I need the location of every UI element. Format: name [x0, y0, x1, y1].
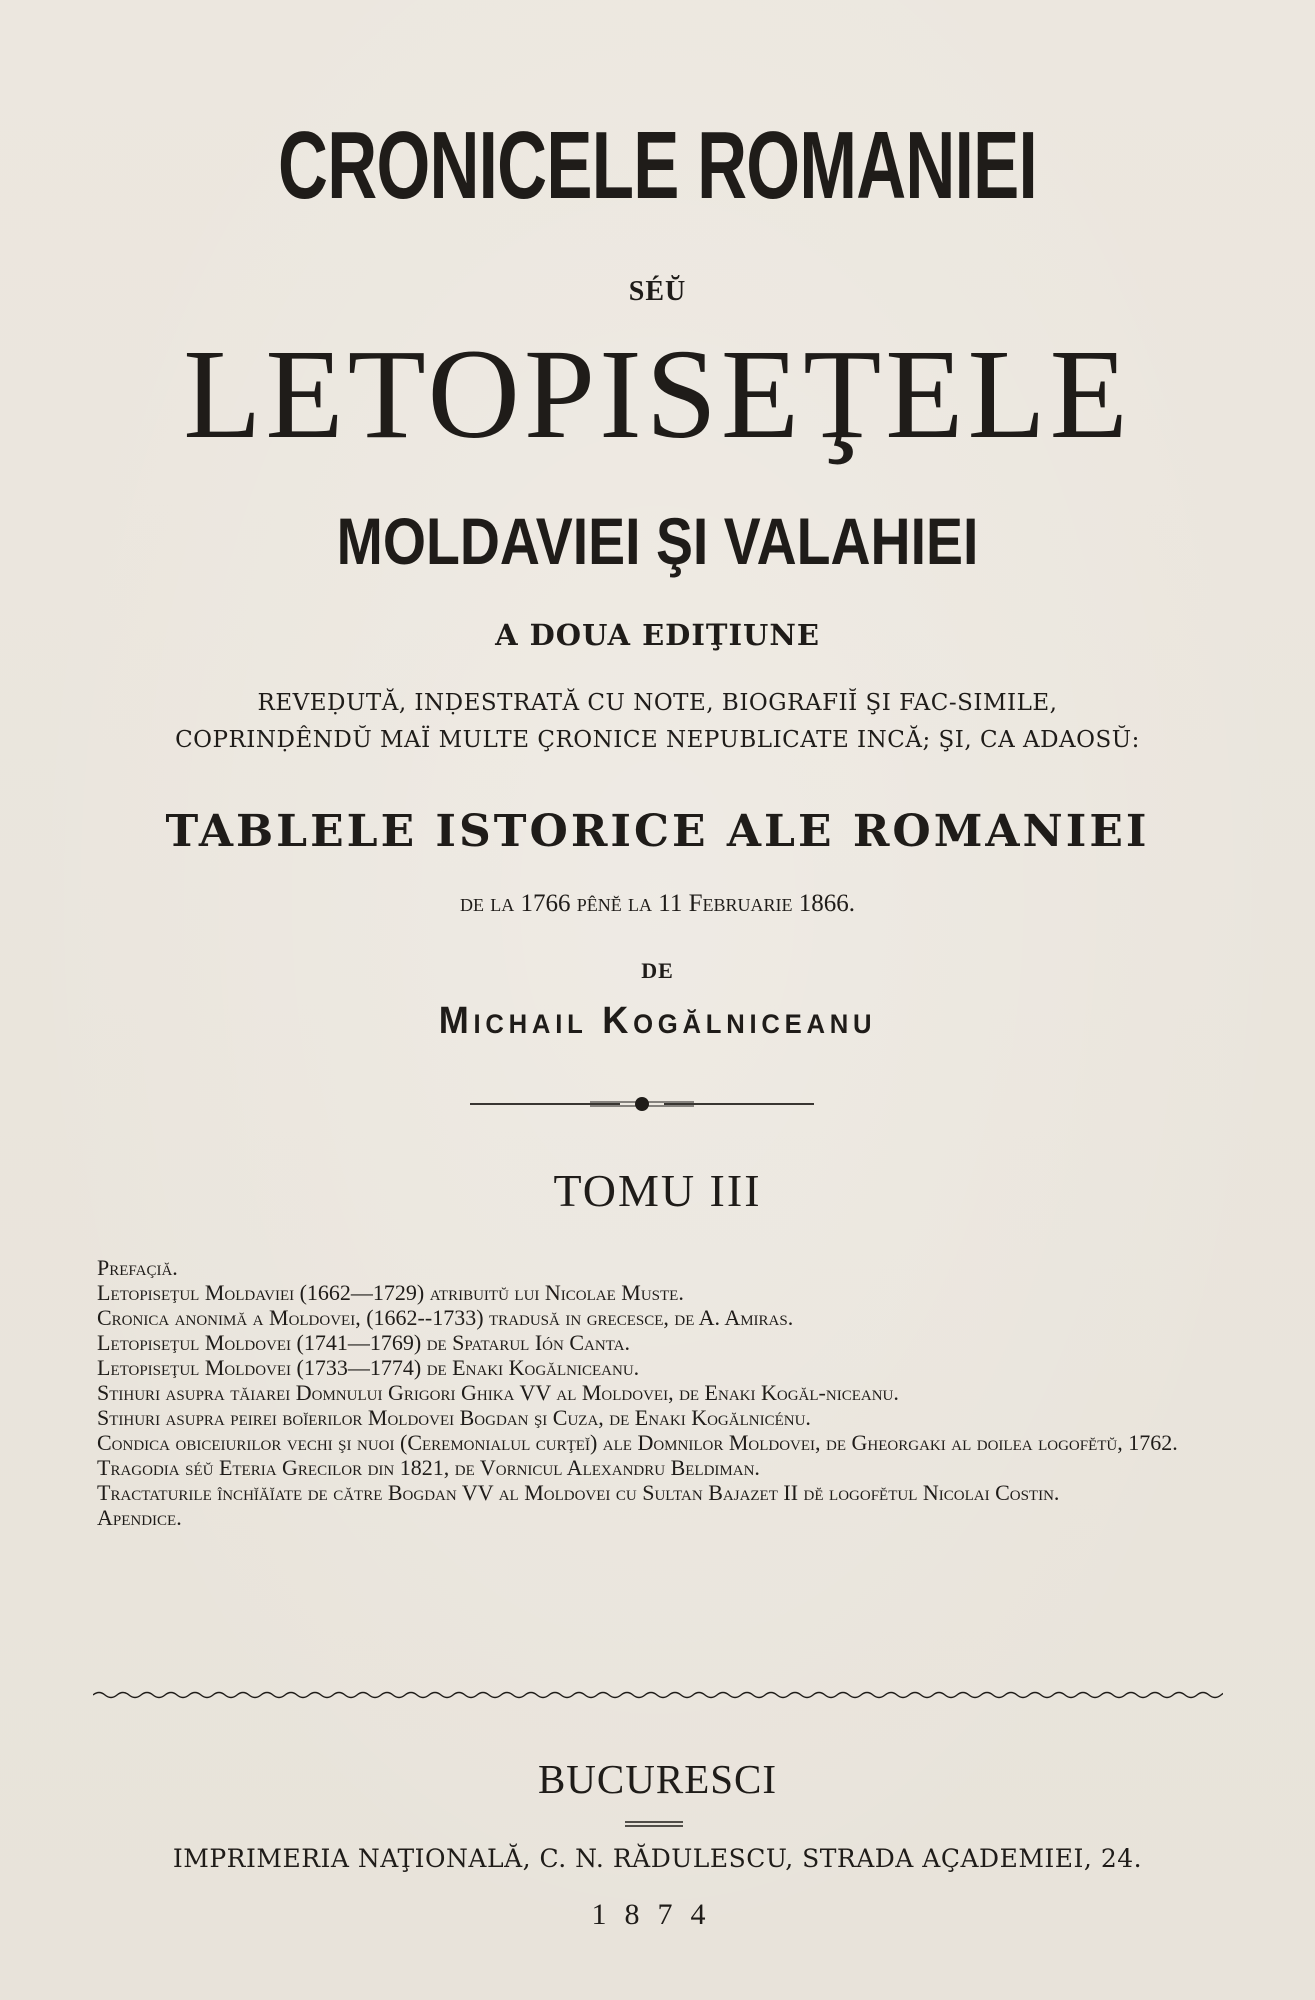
- supplement-title: TABLELE ISTORICE ALE ROMANIEI: [165, 806, 1150, 857]
- author-name: Michail Kogălniceanu: [438, 1000, 877, 1042]
- contents-entry: Condica obiceiurilor vechi şi nuoi (Ceremonialul curţeĭ) ale Domnilor Moldovei, de Gheorgaki al doilea logofĕtŭ, 1762.: [97, 1430, 1178, 1455]
- region-title: MOLDAVIEI ŞI VALAHIEI: [336, 504, 979, 578]
- ornament-divider: [470, 1096, 814, 1112]
- imprint-printer: IMPRIMERIA NAŢIONALĂ, C. N. RĂDULESCU, STRADA AÇADEMIEI, 24.: [172, 1844, 1143, 1873]
- contents-entry: Letopiseţul Moldovei (1741—1769) de Spatarul Ión Canta.: [97, 1330, 630, 1355]
- description-line-2: COPRINḌÊNDŬ MAÏ MULTE ÇRONICE NEPUBLICATE INCĂ; ŞI, CA ADAOSŬ:: [175, 727, 1140, 753]
- wavy-divider: [93, 1688, 1223, 1702]
- contents-list: [97, 1255, 1227, 1530]
- title-connector: SÉŬ: [628, 276, 687, 307]
- contents-entry: Cronica anonimă a Moldovei, (1662--1733) tradusă in grecesce, de A. Amiras.: [97, 1305, 794, 1330]
- contents-entry: Tragodia séŭ Eteria Grecilor din 1821, de Vornicul Alexandru Beldiman.: [97, 1455, 760, 1480]
- imprint-city: BUCURESCI: [537, 1756, 778, 1802]
- volume-label: TOMU III: [553, 1165, 762, 1216]
- imprint-year: 1874: [591, 1898, 724, 1931]
- byline-by: DE: [641, 958, 674, 983]
- contents-entry: Apendice.: [97, 1505, 182, 1530]
- edition-label: A DOUA EDIŢIUNE: [495, 618, 820, 652]
- contents-entry: Letopiseţul Moldaviei (1662—1729) atribuitŭ lui Nicolae Muste.: [97, 1280, 684, 1305]
- short-divider: [625, 1820, 683, 1828]
- contents-entry: Letopiseţul Moldovei (1733—1774) de Enaki Kogălniceanu.: [97, 1355, 640, 1380]
- subtitle: LETOPISEŢELE: [183, 323, 1132, 465]
- supplement-dates: de la 1766 pênĕ la 11 Februarie 1866.: [460, 890, 855, 917]
- contents-entry: Stihuri asupra peirei boĭerilor Moldovei Bogdan şi Cuza, de Enaki Kogălnicénu.: [97, 1405, 811, 1430]
- contents-entry: Stihuri asupra tăiarei Domnului Grigori Ghika VV al Moldovei, de Enaki Kogăl-niceanu.: [97, 1380, 899, 1405]
- main-title: CRONICELE ROMANIEI: [278, 112, 1037, 219]
- contents-entry: Prefaçiă.: [97, 1255, 178, 1280]
- contents-entry: Tractaturile închĭăĭate de către Bogdan VV al Moldovei cu Sultan Bajazet II dĕ logofĕtul Nicolai Costin.: [97, 1480, 1060, 1505]
- description-line-1: REVEḌUTĂ, INḌESTRATĂ CU NOTE, BIOGRAFIĬ ŞI FAC-SIMILE,: [257, 690, 1058, 716]
